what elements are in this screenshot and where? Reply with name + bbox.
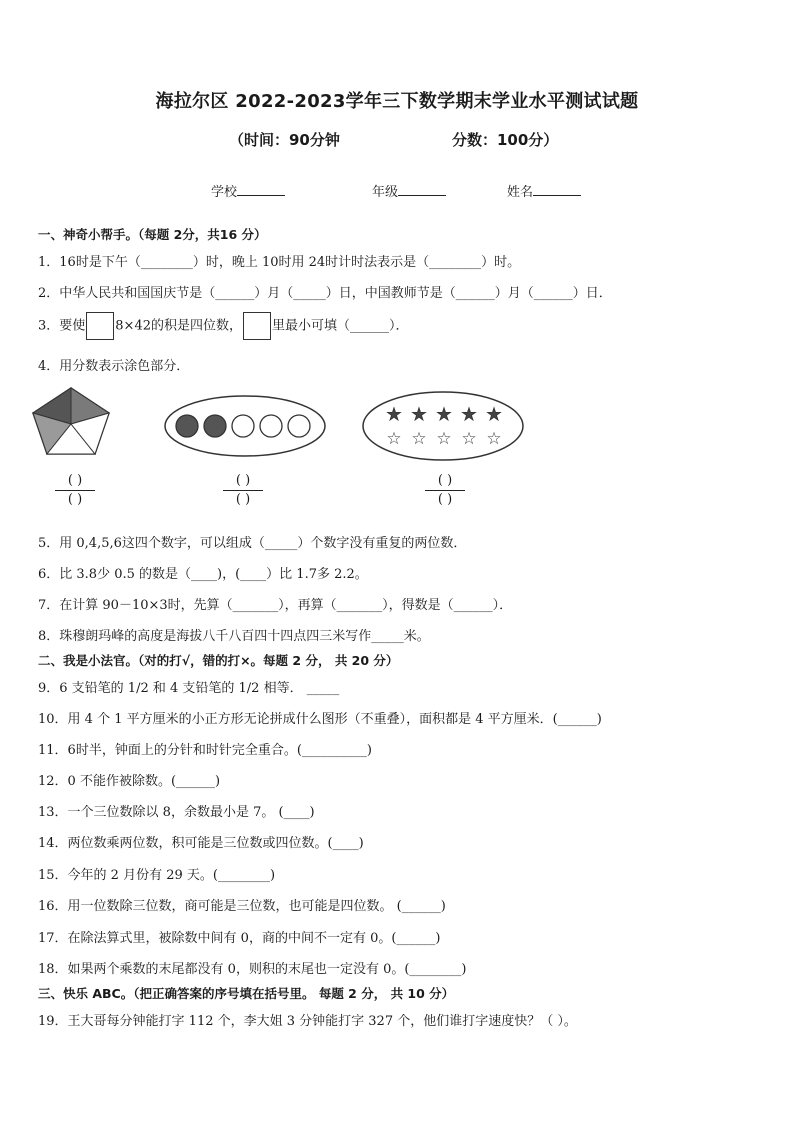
circle-shaded	[176, 415, 198, 437]
grade-field	[372, 181, 446, 200]
question-3-part-a: 3．要使	[38, 318, 86, 334]
star-outline-icon: ☆	[436, 429, 452, 449]
school-field	[211, 181, 285, 200]
circle-empty	[288, 415, 310, 437]
fraction-answer-1[interactable]	[55, 472, 95, 509]
question-10: 10．用 4 个 1 平方厘米的小正方形无论拼成什么图形（不重叠），面积都是 4 平方厘米．(______)	[38, 712, 602, 727]
question-3-part-b: 8×42的积是四位数，	[115, 318, 242, 334]
name-label: 姓名	[507, 185, 534, 200]
question-2: 2．中华人民共和国国庆节是（______）月（_____）日，中国教师节是（______）月（______）日．	[38, 286, 612, 301]
question-14: 14．两位数乘两位数，积可能是三位数或四位数。(____)	[38, 836, 364, 851]
grade-blank[interactable]	[398, 183, 446, 196]
star-outline-icon: ☆	[411, 429, 427, 449]
name-field	[507, 181, 581, 200]
star-filled-icon: ★	[461, 405, 477, 425]
fraction-denominator: ( )	[67, 492, 83, 507]
question-12: 12．0 不能作被除数。(______)	[38, 774, 221, 789]
section-2-heading: 二、我是小法官。（对的打√，错的打×。每题 2 分， 共 20 分）	[38, 653, 399, 668]
question-1: 1．16时是下午（________）时，晚上 10时用 24时计时法表示是（________）时。	[38, 255, 521, 270]
question-13: 13．一个三位数除以 8，余数最小是 7。 (____)	[38, 805, 315, 820]
star-outline-icon: ☆	[461, 429, 477, 449]
question-4: 4．用分数表示涂色部分．	[38, 359, 190, 374]
circle-empty	[232, 415, 254, 437]
fraction-numerator: ( )	[55, 472, 95, 491]
star-outline-icon: ☆	[486, 429, 502, 449]
grade-label: 年级	[372, 185, 399, 200]
stars-ellipse	[363, 392, 523, 460]
school-blank[interactable]	[237, 183, 285, 196]
fraction-answer-3[interactable]	[425, 472, 465, 509]
question-18: 18．如果两个乘数的末尾都没有 0，则积的末尾也一定没有 0。(________)	[38, 962, 467, 977]
question-4-figures	[0, 380, 794, 520]
stars-figure	[363, 392, 523, 460]
circle-empty	[260, 415, 282, 437]
circles-figure	[165, 396, 325, 456]
fraction-numerator: ( )	[223, 472, 263, 491]
question-5: 5．用 0,4,5,6这四个数字，可以组成（_____）个数字没有重复的两位数．	[38, 536, 467, 551]
exam-time: （时间：90分钟	[229, 131, 340, 149]
name-blank[interactable]	[533, 183, 581, 196]
school-label: 学校	[211, 185, 238, 200]
star-filled-icon: ★	[436, 405, 452, 425]
question-6: 6．比 3.8少 0.5 的数是（____)，(____）比 1.7多 2.2。	[38, 567, 368, 582]
question-3	[38, 312, 409, 340]
star-filled-icon: ★	[411, 405, 427, 425]
answer-box[interactable]	[243, 312, 271, 340]
question-7: 7．在计算 90－10×3时，先算（_______），再算（_______），得数是（______）．	[38, 598, 513, 613]
fraction-numerator: ( )	[425, 472, 465, 491]
figures-svg	[0, 380, 794, 520]
page-title: 海拉尔区 2022-2023学年三下数学期末学业水平测试试题	[155, 91, 639, 112]
fraction-denominator: ( )	[235, 492, 251, 507]
question-19: 19．王大哥每分钟能打字 112 个，李大姐 3 分钟能打字 327 个，他们谁打字速度快？（ ）。	[38, 1014, 577, 1029]
fraction-answer-2[interactable]	[223, 472, 263, 509]
star-filled-icon: ★	[486, 405, 502, 425]
pentagon-figure	[33, 388, 109, 454]
question-16: 16．用一位数除三位数，商可能是三位数，也可能是四位数。 (______)	[38, 899, 446, 914]
section-1-heading: 一、神奇小帮手。（每题 2分，共16 分）	[38, 227, 267, 242]
question-11: 11．6时半，钟面上的分针和时针完全重合。(__________)	[38, 743, 372, 758]
question-17: 17．在除法算式里，被除数中间有 0，商的中间不一定有 0。(______)	[38, 931, 441, 946]
question-9: 9．6 支铅笔的 1/2 和 4 支铅笔的 1/2 相等． _____	[38, 681, 340, 696]
circle-shaded	[204, 415, 226, 437]
question-3-part-c: 里最小可填（______）．	[272, 318, 409, 334]
star-filled-icon: ★	[386, 405, 402, 425]
star-outline-icon: ☆	[386, 429, 402, 449]
section-3-heading: 三、快乐 ABC。（把正确答案的序号填在括号里。 每题 2 分， 共 10 分）	[38, 986, 455, 1001]
question-8: 8．珠穆朗玛峰的高度是海拔八千八百四十四点四三米写作_____米。	[38, 629, 430, 644]
exam-score: 分数：100分）	[452, 131, 559, 149]
answer-box[interactable]	[86, 312, 114, 340]
question-15: 15．今年的 2 月份有 29 天。(________)	[38, 868, 276, 883]
fraction-denominator: ( )	[437, 492, 453, 507]
